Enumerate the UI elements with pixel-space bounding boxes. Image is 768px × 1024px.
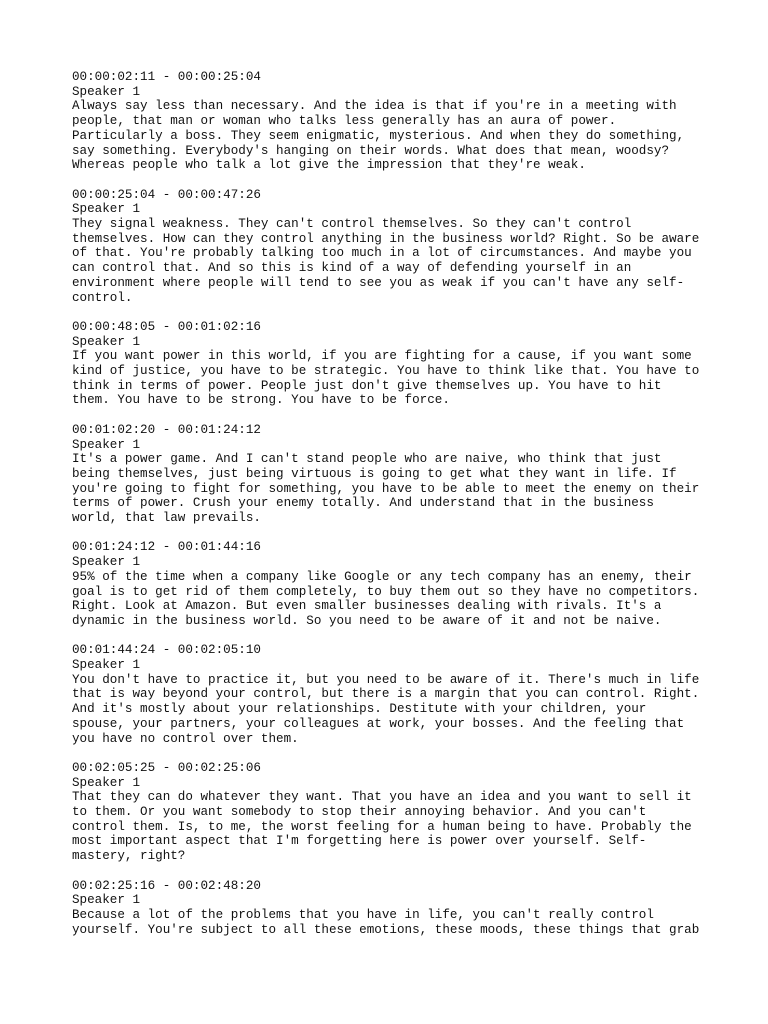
segment-text: That they can do whatever they want. That you have an idea and you want to sell it to them. Or you want somebody to stop their annoying behavior. And you can't control them. Is, to me, the worst feeling for a human being to have. Probably the most important aspect that I'm forgetting here is power over yourself. Self- mastery, right? [72, 790, 692, 864]
segment-speaker: Speaker 1 [72, 555, 141, 570]
segment-text: They signal weakness. They can't control themselves. So they can't control themselves. How can they control anything in the business world? Right. So be aware of that. You're probably talking too much in a lot of circumstances. And maybe you can control that. And so this is kind of a way of defending yourself in an environment where people will tend to see you as weak if you can't have any self- control. [72, 217, 700, 305]
segment-timestamp: 00:00:25:04 - 00:00:47:26 [72, 187, 261, 202]
segment-speaker: Speaker 1 [72, 658, 141, 673]
segment-speaker: Speaker 1 [72, 202, 141, 217]
transcript-segment [72, 70, 712, 173]
transcript-segment [72, 423, 712, 526]
segment-text: It's a power game. And I can't stand people who are naive, who think that just being themselves, just being virtuous is going to get what they want in life. If you're going to fight for something, you have to be able to meet the enemy on their terms of power. Crush your enemy totally. And understand that in the business world, that law prevails. [72, 452, 700, 526]
transcript-page [72, 70, 712, 952]
segment-timestamp: 00:01:24:12 - 00:01:44:16 [72, 540, 261, 555]
segment-timestamp: 00:00:02:11 - 00:00:25:04 [72, 70, 261, 84]
transcript-segment [72, 879, 712, 938]
segment-timestamp: 00:00:48:05 - 00:01:02:16 [72, 319, 261, 334]
segment-speaker: Speaker 1 [72, 893, 141, 908]
segment-text: If you want power in this world, if you are fighting for a cause, if you want some kind of justice, you have to be strategic. You have to think like that. You have to think in terms of power. People just don't give themselves up. You have to hit them. You have to be strong. You have to be force. [72, 349, 700, 408]
segment-speaker: Speaker 1 [72, 84, 141, 99]
segment-text: 95% of the time when a company like Google or any tech company has an enemy, their goal is to get rid of them completely, to buy them out so they have no competitors. Right. Look at Amazon. But even smaller businesses dealing with rivals. It's a dynamic in the business world. So you need to be aware of it and not be naive. [72, 569, 700, 628]
segment-text: You don't have to practice it, but you need to be aware of it. There's much in life that is way beyond your control, but there is a margin that you can control. Right. And it's mostly about your relationships. Destitute with your children, your spouse, your partners, your colleagues at work, your bosses. And the feeling that you have no control over them. [72, 672, 700, 746]
segment-speaker: Speaker 1 [72, 437, 141, 452]
transcript-segment [72, 761, 712, 864]
segment-speaker: Speaker 1 [72, 334, 141, 349]
segment-text: Always say less than necessary. And the idea is that if you're in a meeting with people, that man or woman who talks less generally has an aura of power. Particularly a boss. They seem enigmatic, mysterious. And when they do something, say something. Everybody's hanging on their words. What does that mean, woodsy? Whereas people who talk a lot give the impression that they're weak. [72, 99, 685, 173]
segment-speaker: Speaker 1 [72, 775, 141, 790]
transcript-segment [72, 188, 712, 306]
segment-timestamp: 00:02:25:16 - 00:02:48:20 [72, 878, 261, 893]
transcript-segment [72, 643, 712, 746]
segment-timestamp: 00:01:44:24 - 00:02:05:10 [72, 643, 261, 658]
transcript-segment [72, 540, 712, 628]
segment-timestamp: 00:02:05:25 - 00:02:25:06 [72, 760, 261, 775]
segment-text: Because a lot of the problems that you have in life, you can't really control yourself. You're subject to all these emotions, these moods, these things that grab [72, 907, 700, 937]
transcript-segment [72, 320, 712, 408]
segment-timestamp: 00:01:02:20 - 00:01:24:12 [72, 422, 261, 437]
